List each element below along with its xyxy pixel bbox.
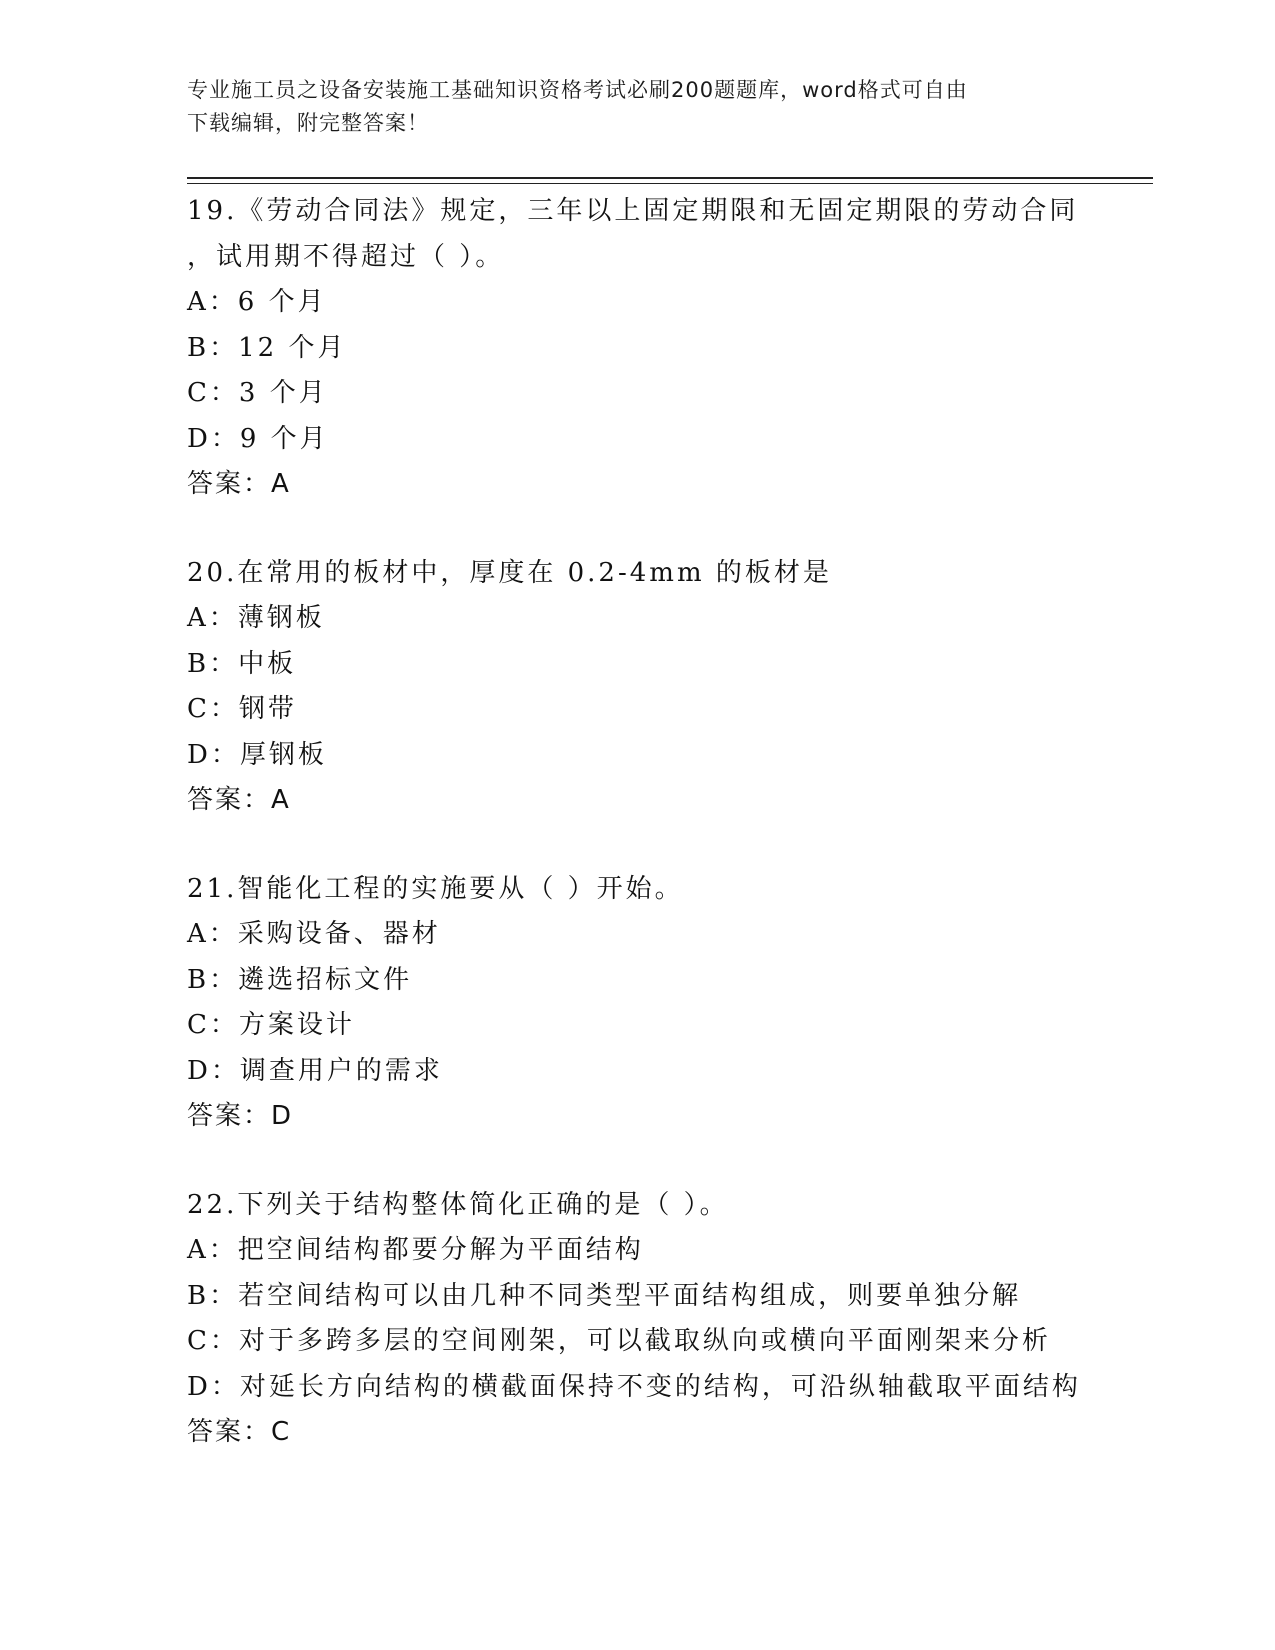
option-b: B：遴选招标文件 [187, 964, 413, 995]
option-a: A：采购设备、器材 [187, 919, 441, 949]
option-b: B：12 个月 [187, 332, 347, 363]
option-c: C：3 个月 [187, 378, 328, 408]
option-d: D：厚钢板 [187, 739, 327, 770]
question-stem-continued: ，试用期不得超过（ ）。 [187, 241, 505, 272]
option-a: A：把空间结构都要分解为平面结构 [187, 1235, 644, 1265]
answer-line: 答案：A [187, 469, 291, 499]
option-a: A：6 个月 [187, 287, 327, 317]
question-19 [187, 189, 1167, 508]
header-line-1: 专业施工员之设备安装施工基础知识资格考试必刷200题题库，word格式可自由 [187, 78, 968, 102]
document-header [187, 74, 1067, 140]
header-divider-thin [187, 183, 1153, 184]
option-d: D：9 个月 [187, 423, 329, 454]
option-b: B：中板 [187, 648, 297, 679]
option-c: C：对于多跨多层的空间刚架，可以截取纵向或横向平面刚架来分析 [187, 1326, 1051, 1356]
question-22 [187, 1183, 1167, 1456]
question-21 [187, 867, 1167, 1140]
option-b: B：若空间结构可以由几种不同类型平面结构组成，则要单独分解 [187, 1280, 1022, 1311]
header-line-2: 下载编辑，附完整答案！ [187, 111, 429, 135]
question-stem: 22.下列关于结构整体简化正确的是（ ）。 [187, 1189, 729, 1220]
question-stem: 21.智能化工程的实施要从（ ）开始。 [187, 873, 684, 904]
question-stem: 19.《劳动合同法》规定，三年以上固定期限和无固定期限的劳动合同 [187, 196, 1079, 226]
option-d: D：调查用户的需求 [187, 1055, 443, 1086]
question-list [187, 189, 1167, 1499]
answer-line: 答案：C [187, 1417, 292, 1447]
option-c: C：钢带 [187, 694, 297, 724]
option-d: D：对延长方向结构的横截面保持不变的结构，可沿纵轴截取平面结构 [187, 1371, 1081, 1402]
question-20 [187, 551, 1167, 824]
question-stem: 20.在常用的板材中，厚度在 0.2-4mm 的板材是 [187, 557, 832, 588]
answer-line: 答案：A [187, 785, 291, 815]
option-a: A：薄钢板 [187, 603, 325, 633]
answer-line: 答案：D [187, 1101, 294, 1131]
option-c: C：方案设计 [187, 1010, 355, 1040]
header-divider-thick [187, 177, 1153, 179]
